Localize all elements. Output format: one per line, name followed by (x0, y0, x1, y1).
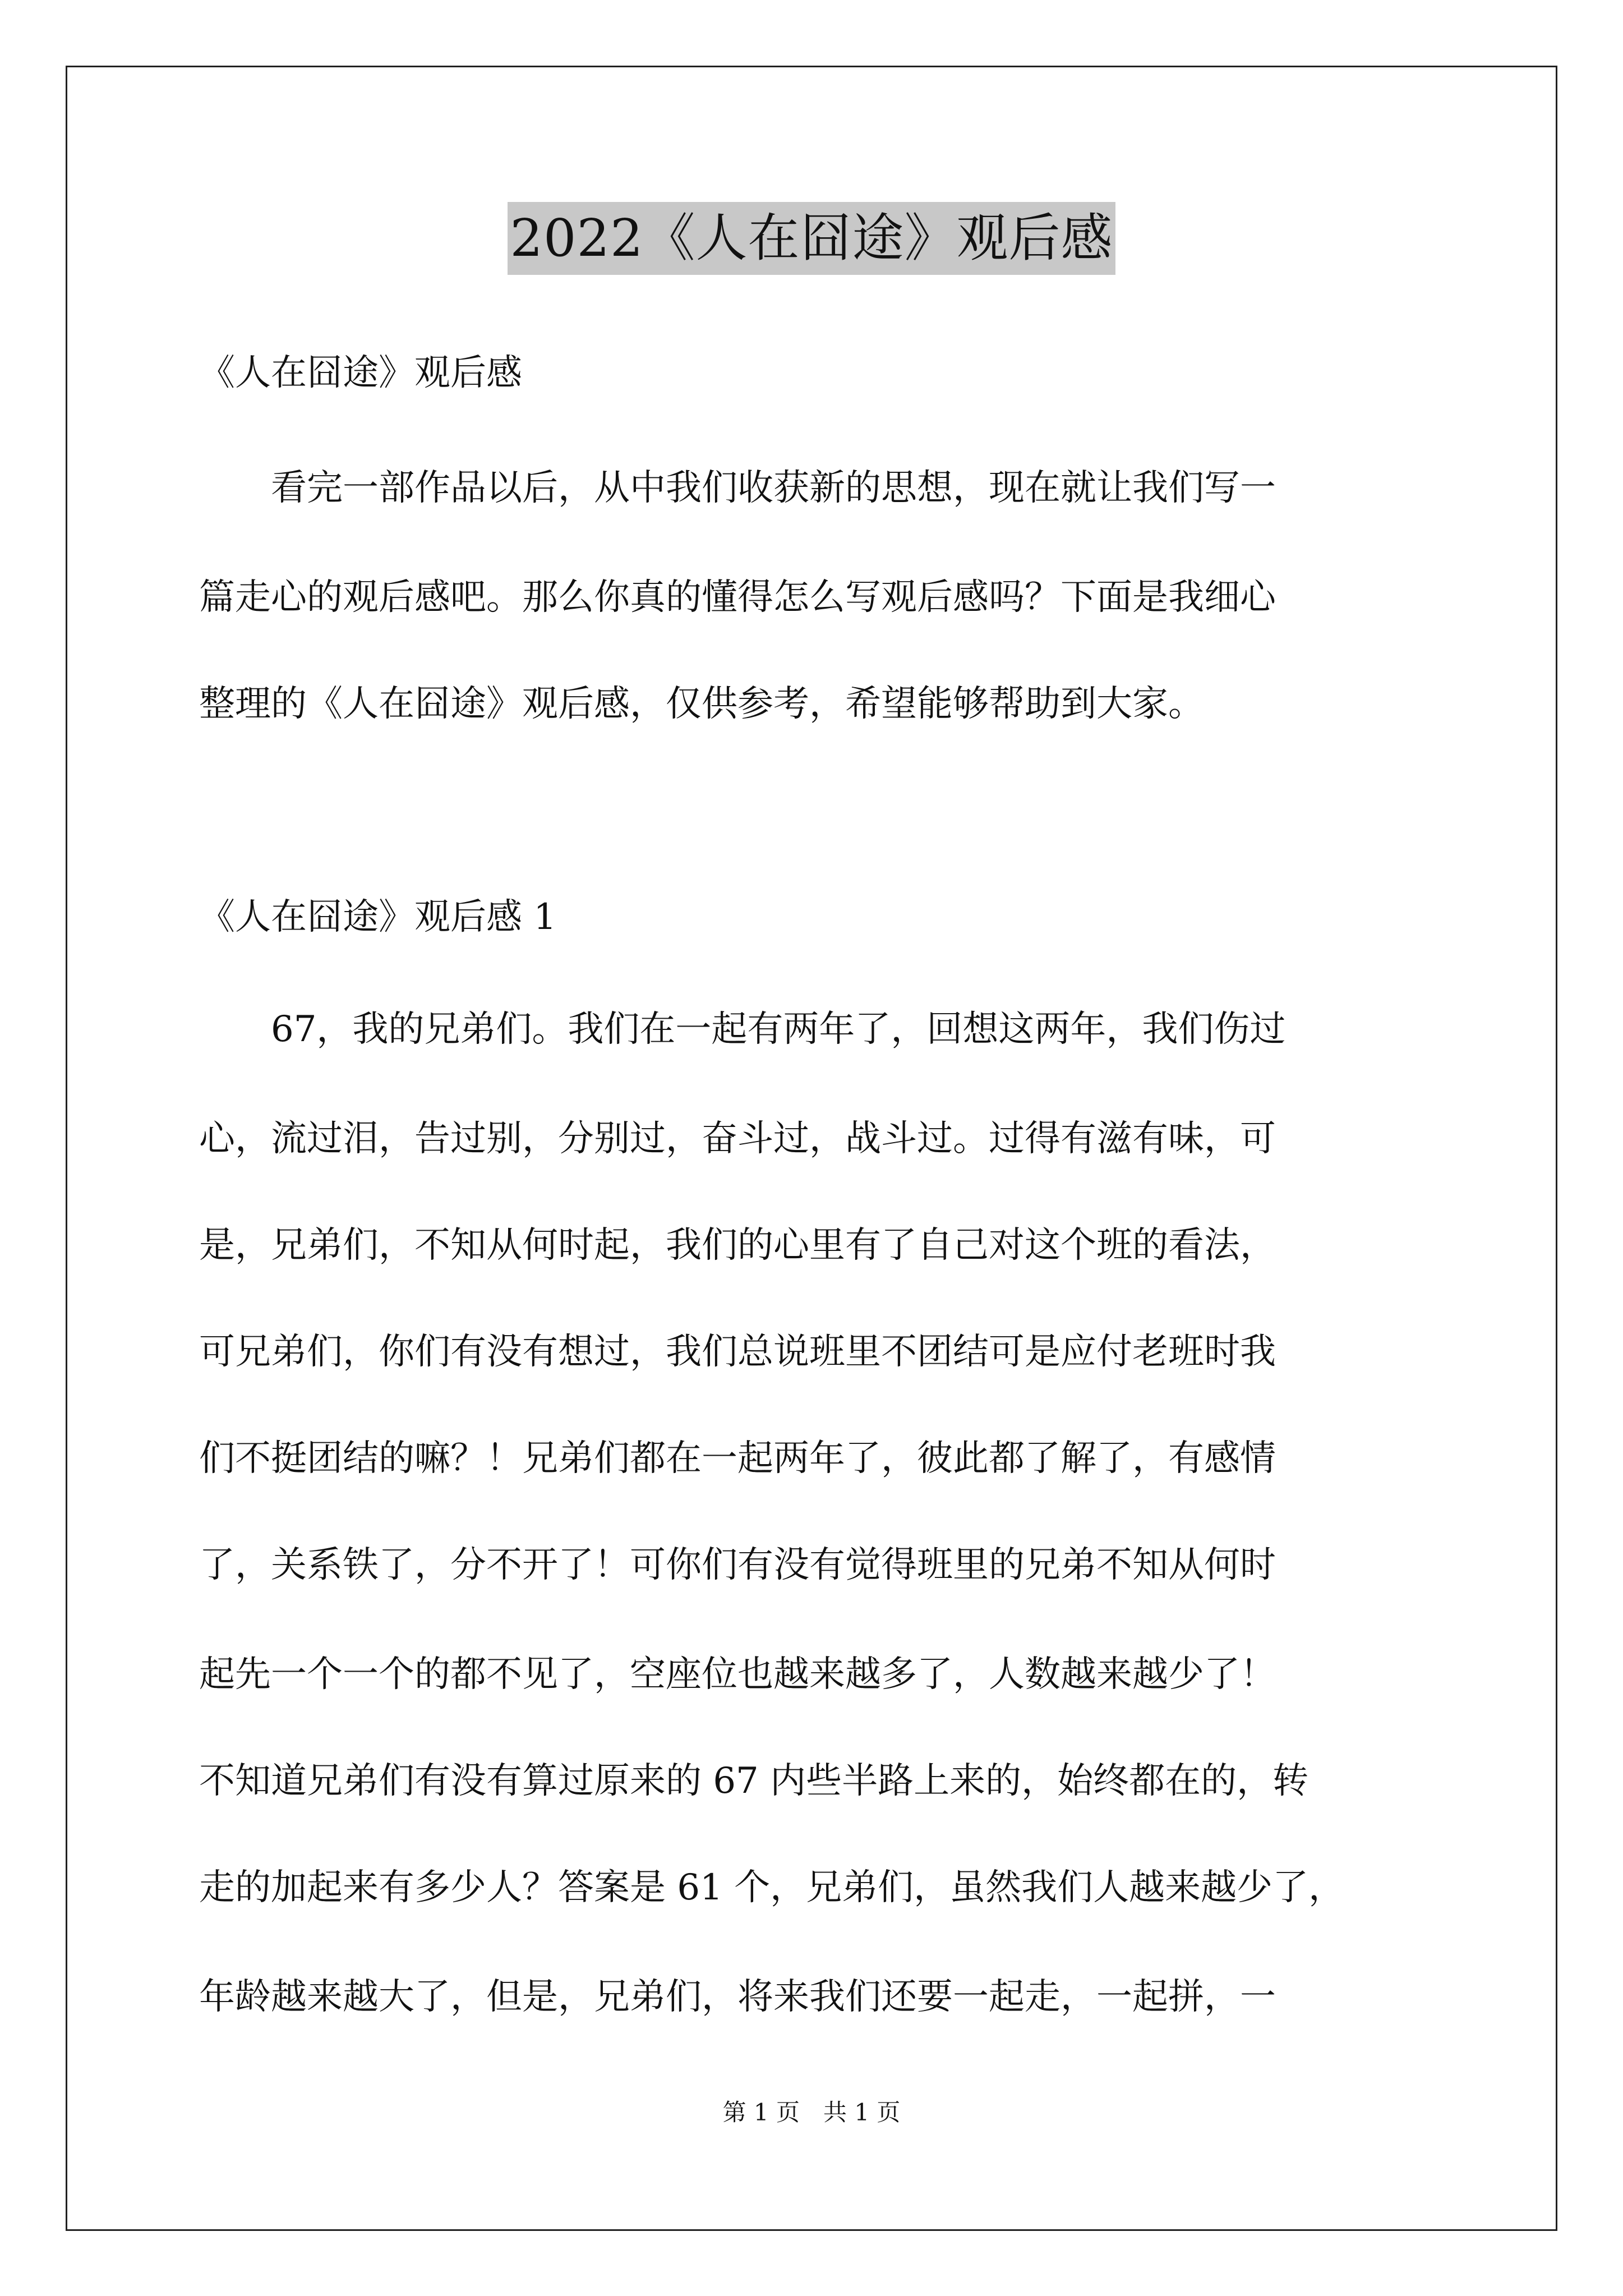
body-line: 看完一部作品以后，从中我们收获新的思想，现在就让我们写一 (199, 467, 1276, 509)
title-container (0, 202, 1623, 275)
body-line: 不知道兄弟们有没有算过原来的 67 内些半路上来的，始终都在的，转 (199, 1760, 1309, 1802)
body-line: 整理的《人在囧途》观后感，仅供参考，希望能够帮助到大家。 (199, 683, 1204, 725)
body-line: 心，流过泪，告过别，分别过，奋斗过，战斗过。过得有滋有味，可 (199, 1118, 1276, 1159)
body-line: 走的加起来有多少人？答案是 61 个，兄弟们，虽然我们人越来越少了， (199, 1867, 1345, 1908)
document-title: 2022《人在囧途》观后感 (508, 202, 1115, 275)
body-line: 67，我的兄弟们。我们在一起有两年了，回想这两年，我们伤过 (199, 1009, 1286, 1050)
body-line: 年龄越来越大了，但是，兄弟们，将来我们还要一起走，一起拼，一 (199, 1976, 1276, 2018)
body-line: 是，兄弟们，不知从何时起，我们的心里有了自己对这个班的看法， (199, 1225, 1276, 1266)
body-line: 们不挺团结的嘛？！兄弟们都在一起两年了，彼此都了解了，有感情 (199, 1438, 1276, 1479)
body-line: 可兄弟们，你们有没有想过，我们总说班里不团结可是应付老班时我 (199, 1331, 1276, 1373)
page-footer: 第 1 页 共 1 页 (722, 2099, 901, 2126)
body-line: 起先一个一个的都不见了，空座位也越来越多了，人数越来越少了！ (199, 1654, 1276, 1695)
body-line: 篇走心的观后感吧。那么你真的懂得怎么写观后感吗？下面是我细心 (199, 577, 1276, 618)
body-line: 了，关系铁了，分不开了！可你们有没有觉得班里的兄弟不知从何时 (199, 1544, 1276, 1586)
section-heading: 《人在囧途》观后感 1 (199, 896, 557, 938)
subtitle-line: 《人在囧途》观后感 (199, 352, 522, 394)
